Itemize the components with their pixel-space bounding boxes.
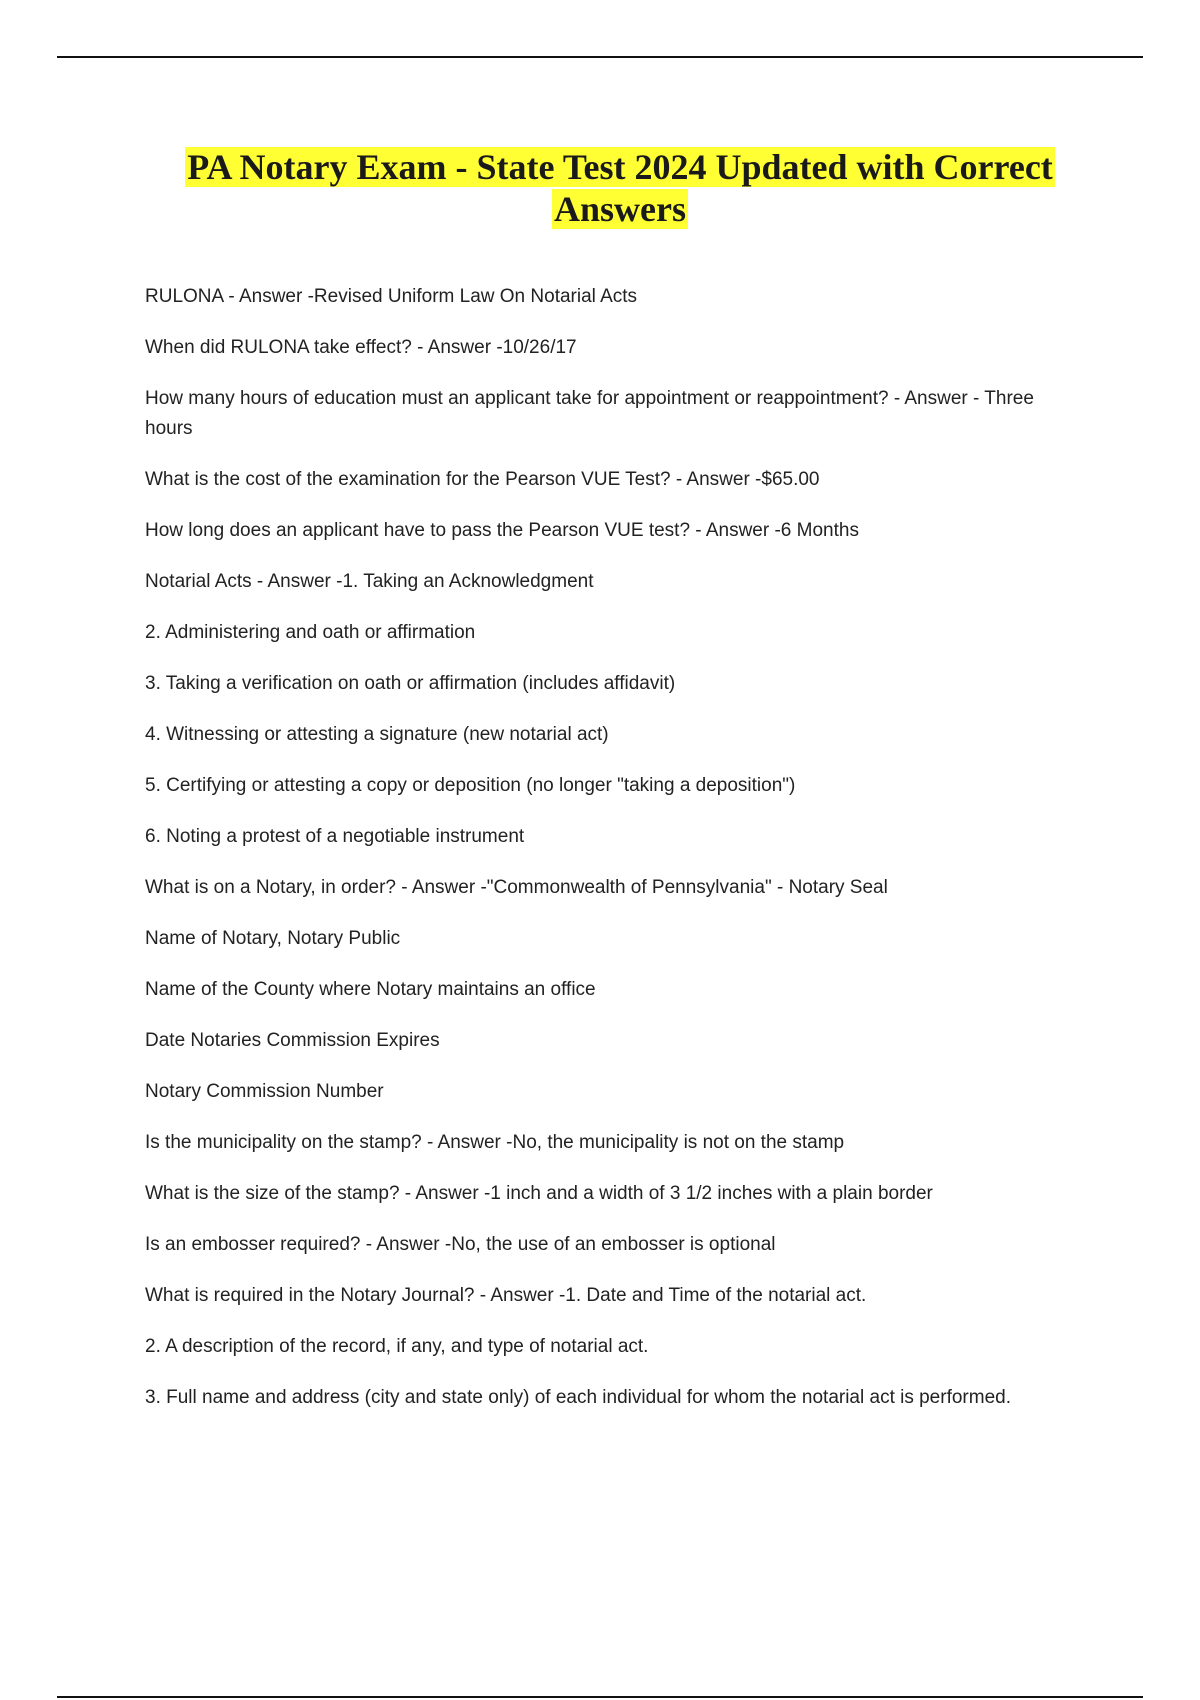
top-rule xyxy=(57,56,1143,58)
qa-line: RULONA - Answer -Revised Uniform Law On Notarial Acts xyxy=(145,286,638,307)
qa-line: Is the municipality on the stamp? - Answer -No, the municipality is not on the stamp xyxy=(145,1132,845,1153)
qa-line: 4. Witnessing or attesting a signature (new notarial act) xyxy=(145,724,609,745)
qa-line: 3. Taking a verification on oath or affirmation (includes affidavit) xyxy=(145,673,676,694)
qa-line: 3. Full name and address (city and state only) of each individual for whom the notarial act is performed. xyxy=(145,1387,1011,1408)
qa-line: Notarial Acts - Answer -1. Taking an Acknowledgment xyxy=(145,571,594,592)
qa-line: 5. Certifying or attesting a copy or deposition (no longer "taking a deposition") xyxy=(145,775,796,796)
bottom-rule xyxy=(57,1696,1143,1698)
document-title xyxy=(140,146,1100,230)
qa-line: Notary Commission Number xyxy=(145,1081,384,1102)
title-highlight: PA Notary Exam - State Test 2024 Updated with Correct Answers xyxy=(187,147,1053,229)
qa-line: Name of the County where Notary maintains an office xyxy=(145,979,596,1000)
qa-line: 2. A description of the record, if any, and type of notarial act. xyxy=(145,1336,649,1357)
qa-list xyxy=(145,282,1075,1434)
qa-line: 2. Administering and oath or affirmation xyxy=(145,622,476,643)
qa-line: How many hours of education must an applicant take for appointment or reappointment? - Answer - Three hours xyxy=(145,388,1034,439)
qa-line: What is the cost of the examination for the Pearson VUE Test? - Answer -$65.00 xyxy=(145,469,820,490)
qa-line: Name of Notary, Notary Public xyxy=(145,928,401,949)
qa-line: When did RULONA take effect? - Answer -10/26/17 xyxy=(145,337,577,358)
qa-line: 6. Noting a protest of a negotiable instrument xyxy=(145,826,525,847)
qa-line: How long does an applicant have to pass the Pearson VUE test? - Answer -6 Months xyxy=(145,520,859,541)
qa-line: What is the size of the stamp? - Answer -1 inch and a width of 3 1/2 inches with a plain border xyxy=(145,1183,933,1204)
qa-line: What is on a Notary, in order? - Answer -"Commonwealth of Pennsylvania" - Notary Seal xyxy=(145,877,888,898)
qa-line: Is an embosser required? - Answer -No, the use of an embosser is optional xyxy=(145,1234,776,1255)
qa-line: What is required in the Notary Journal? - Answer -1. Date and Time of the notarial act. xyxy=(145,1285,867,1306)
qa-line: Date Notaries Commission Expires xyxy=(145,1030,440,1051)
